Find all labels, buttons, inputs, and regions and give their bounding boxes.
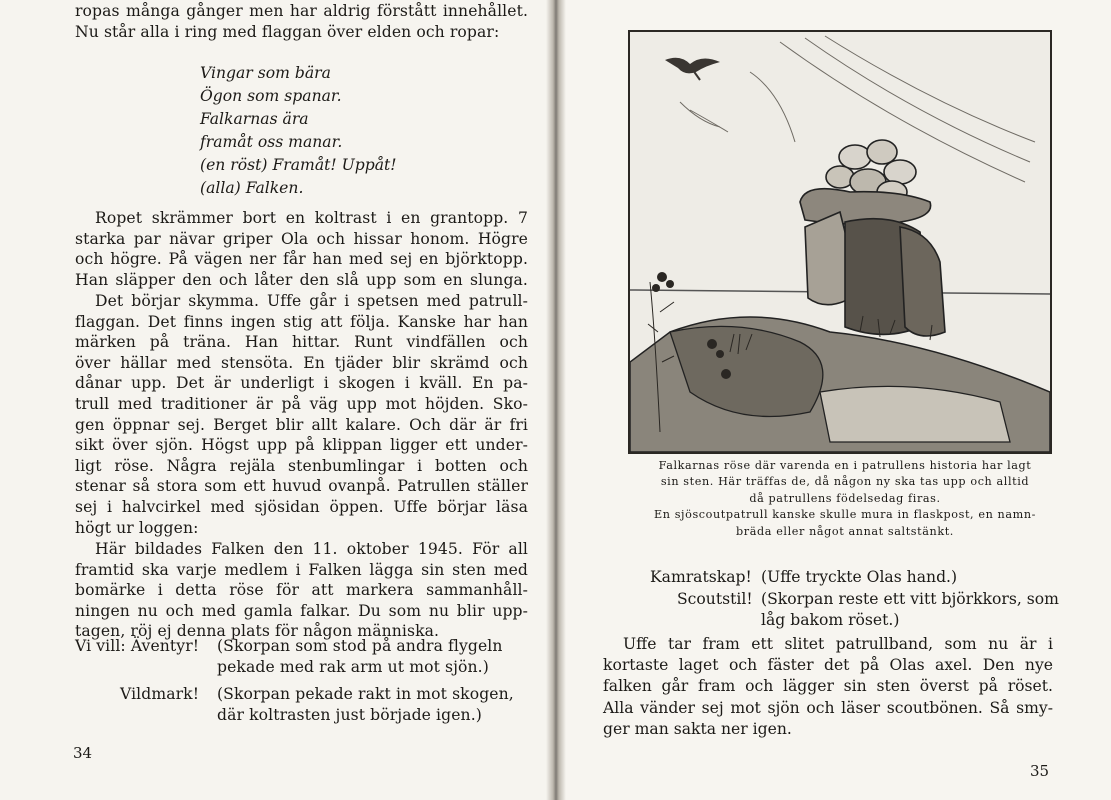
paragraph [75, 539, 528, 642]
text-line: sej i halvcirkel med sjösidan öppen. Uffe börjar läsa [75, 497, 528, 516]
text-line: Här bildades Falken den 11. oktober 1945. För all [95, 540, 528, 558]
poem [200, 62, 397, 200]
text-line: Ropet skrämmer bort en koltrast i en grantopp. 7 [95, 209, 528, 227]
text-line: falken går fram och lägger sin sten överst på röset. [603, 677, 1053, 696]
text-line: starka par nävar griper Ola och hissar honom. Högre [75, 229, 528, 248]
dialogue-speaker: Kamratskap! [650, 568, 752, 586]
text-line: märken på träna. Han hittar. Runt vindfällen och [75, 333, 528, 352]
text-line: Uffe tar fram ett slitet patrullband, som nu är i [623, 635, 1053, 653]
text-line: flaggan. Det finns ingen stig att följa. Kanske har han [75, 312, 528, 331]
text-line: och högre. På vägen ner får han med sej en björktopp. [75, 250, 528, 269]
paragraph [603, 634, 1053, 740]
paragraph [75, 291, 528, 538]
text-line: bomärke i detta röse för att markera sammanhåll- [75, 581, 528, 600]
caption-line: Falkarnas röse där varenda en i patrullens historia har lagt [658, 459, 1032, 472]
text-line: Nu står alla i ring med flaggan över elden och ropar: [75, 22, 500, 41]
text-line: framtid ska varje medlem i Falken lägga sin sten med [75, 560, 528, 579]
caption-line: då patrullens födelsedag firas. [749, 491, 941, 505]
text-line: ger man sakta ner igen. [603, 719, 792, 738]
dialogue-line: (Skorpan pekade rakt in mot skogen, [217, 685, 514, 703]
poem-line: (alla) Falken. [200, 179, 304, 197]
cairn-illustration [628, 30, 1052, 454]
dialogue-line: (Skorpan reste ett vitt björkkors, som [761, 590, 1059, 608]
page-number: 34 [73, 744, 93, 762]
text-line: ningen nu och med gamla falkar. Du som nu blir upp- [75, 601, 528, 620]
text-line: kortaste laget och fäster det på Olas axel. Den nye [603, 656, 1053, 675]
left-intro [75, 1, 528, 42]
cairn-drawing [630, 32, 1050, 452]
poem-line: Vingar som bära [200, 64, 331, 82]
figure-caption [632, 458, 1058, 540]
dialogue-line: pekade med rak arm ut mot sjön.) [217, 658, 489, 676]
dialogue-line: (Skorpan som stod på andra flygeln [217, 637, 503, 655]
book-gutter [546, 0, 566, 800]
text-line: stenar så stora som ett huvud ovanpå. Patrullen ställer [75, 477, 528, 496]
poem-line: Ögon som spanar. [200, 87, 342, 105]
paragraph [75, 208, 528, 290]
dialogue-line: låg bakom röset.) [761, 611, 900, 629]
dialogue-speaker: Scoutstil! [677, 590, 753, 608]
poem-line: (en röst) Framåt! Uppåt! [200, 156, 397, 174]
caption-line: bräda eller något annat saltstänkt. [736, 524, 954, 538]
text-line: högt ur loggen: [75, 518, 199, 537]
caption-line: sin sten. Här träffas de, då någon ny ska tas upp och alltid [660, 475, 1030, 489]
poem-line: framåt oss manar. [200, 133, 343, 151]
text-line: trull med traditioner är på väg upp mot höjden. Sko- [75, 394, 528, 413]
text-line: Det börjar skymma. Uffe går i spetsen med patrull- [95, 292, 528, 310]
dialogue-speaker: Vildmark! [120, 685, 200, 703]
text-line: gen öppnar sej. Berget blir allt kalare. Och där är fri [75, 415, 528, 434]
dialogue-line: (Uffe tryckte Olas hand.) [761, 568, 958, 586]
dialogue-line: där koltrasten just började igen.) [217, 706, 482, 724]
caption-line: En sjöscoutpatrull kanske skulle mura in flaskpost, en namn- [653, 508, 1037, 522]
dialogue-speaker: Vi vill: Äventyr! [75, 637, 200, 655]
text-line: ropas många gånger men har aldrig förstått innehållet. [75, 2, 528, 20]
poem-line: Falkarnas ära [200, 110, 309, 128]
text-line: över hällar med stensöta. En tjäder blir skrämd och [75, 353, 528, 372]
text-line: Han släpper den och låter den slå upp som en slunga. [75, 270, 528, 289]
text-line: sikt över sjön. Högst upp på klippan ligger ett under- [75, 436, 528, 455]
text-line: dånar upp. Det är underligt i skogen i kväll. En pa- [75, 374, 528, 393]
text-line: ligt röse. Några rejäla stenbumlingar i botten och [75, 456, 528, 475]
page-number: 35 [1030, 762, 1050, 780]
text-line: tagen, röj ej denna plats för någon människa. [75, 622, 440, 641]
text-line: Alla vänder sej mot sjön och läser scoutbönen. Så smy- [603, 698, 1053, 717]
